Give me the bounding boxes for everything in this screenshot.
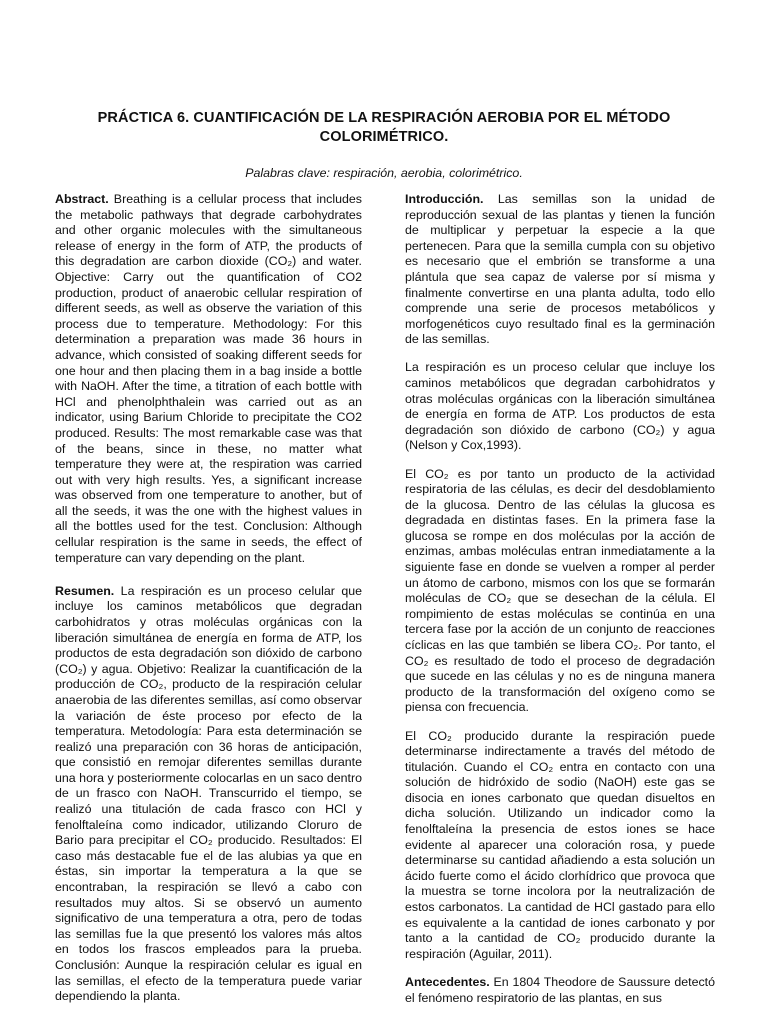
antecedentes-label: Antecedentes. — [405, 974, 490, 989]
resumen-text: La respiración es un proceso celular que incluye los caminos metabólicos que degradan carbohidratos y otras moléculas orgánicas con la liberación simultánea de energía en forma de ATP, los productos de esta degradación son dióxido de carbono (CO₂) y agua. Objetivo: Realizar la cuantificación de la producción de CO₂, producto de la respiración celular anaerobia de las diferentes semillas, así como observar la variación de éste proceso por efecto de la temperatura. Metodología: Para esta determinación se realizó una preparación con 36 horas de anticipación, que consistió en remojar diferentes semillas durante una hora y posteriormente colocarlas en un saco dentro de un frasco con NaOH. Transcurrido el tiempo, se realizó una titulación de cada frasco con HCl y fenolftaleína como indicador, utilizando Cloruro de Bario para precipitar el CO₂ producido. Resultados: El caso más destacable fue el de las alubias ya que en éstas, sin importar la temperatura a la que se encontraban, la respiración se llevó a cabo con resultados muy altos. Si se observó un aumento significativo de una temperatura a otra, pero de todas las semillas fue la que presentó los valores más altos en todos los frascos empleados para la prueba. Conclusión: Aunque la respiración celular es igual en las semillas, el efecto de la temperatura puede variar dependiendo la planta. — [55, 583, 362, 1004]
resumen-label: Resumen. — [55, 583, 115, 598]
respiracion-paragraph: La respiración es un proceso celular que incluye los caminos metabólicos que degradan carbohidratos y otras moléculas orgánicas con la liberación simultánea de energía en forma de ATP. Los productos de esta degradación son dióxido de carbono (CO₂) y agua (Nelson y Cox,1993). — [405, 360, 715, 453]
left-column — [55, 192, 362, 1017]
antecedentes-paragraph — [405, 975, 715, 1006]
introduccion-label: Introducción. — [405, 192, 484, 206]
titulacion-paragraph: El CO₂ producido durante la respiración puede determinarse indirectamente a través del método de titulación. Cuando el CO₂ entra en contacto con una solución de hidróxido de sodio (NaOH) este gas se disocia en iones carbonato que quedan disueltos en dicha solución. Utilizando un indicador como la fenolftaleína la presencia de estos iones se hace evidente al aparecer una coloración rosa, y puede determinarse su cantidad añadiendo a esta solución un ácido fuerte como el ácido clorhídrico que provoca que la muestra se torne incolora por la neutralización de estos carbonatos. La cantidad de HCl gastado para ello es equivalente a la cantidad de iones carbonato y por tanto a la cantidad de CO₂ producido durante la respiración (Aguilar, 2011). — [405, 728, 715, 961]
introduccion-text: Las semillas son la unidad de reproducción sexual de las plantas y tienen la función de multiplicar y perpetuar la especie a la que pertenecen. Para que la semilla cumpla con su objetivo es necesario que el embrión se transforme a una plántula que sea capaz de valerse por sí misma y finalmente convertirse en una planta adulta, todo ello comprende una serie de procesos metabólicos y morfogenéticos cuyo resultado final es la germinación de las semillas. — [405, 192, 715, 347]
right-column — [405, 192, 715, 1019]
introduccion-paragraph — [405, 192, 715, 348]
document-title: PRÁCTICA 6. CUANTIFICACIÓN DE LA RESPIRACIÓN AEROBIA POR EL MÉTODO COLORIMÉTRICO. — [97, 110, 671, 145]
abstract-text: Breathing is a cellular process that includes the metabolic pathways that degrade carbohydrates and other organic molecules with the simultaneous release of energy in the form of ATP, the products of this degradation are carbon dioxide (CO₂) and water. Objective: Carry out the quantification of CO2 production, product of anaerobic cellular respiration of different seeds, as well as observe the variation of this process due to temperature. Methodology: For this determination a preparation was made 36 hours in advance, which consisted of soaking different seeds for one hour and then placing them in a bag inside a bottle with NaOH. After the time, a titration of each bottle with HCl and phenolphthalein was carried out as an indicator, using Barium Chloride to precipitate the CO2 produced. Results: The most remarkable case was that of the beans, since in these, no matter what temperature they were at, the respiration was carried out with very high results. Yes, a significant increase was observed from one temperature to another, but of all the seeds, it was the one with the highest values in all the bottles used for the test. Conclusion: Although cellular respiration is the same in seeds, the effect of temperature can vary depending on the plant. — [55, 192, 362, 565]
abstract-paragraph — [55, 192, 362, 566]
co2-paragraph: El CO₂ es por tanto un producto de la actividad respiratoria de las células, es decir del desdoblamiento de la glucosa. Dentro de las células la glucosa es degradada en distintas fases. En la primera fase la glucosa se rompe en dos moléculas por la acción de enzimas, ambas moléculas entran inmediatamente a la siguiente fase en donde se vuelven a romper al perder un átomo de carbono, mismos con los que se formarán moléculas de CO₂ que se desechan de la célula. El rompimiento de estas moléculas se continúa en una tercera fase por la acción de un conjunto de reacciones cíclicas en las que también se libera CO₂. Por tanto, el CO₂ es resultado de todo el proceso de degradación que sucede en las células y no es de ninguna manera producto de la transformación del oxígeno como se piensa con frecuencia. — [405, 466, 715, 715]
resumen-paragraph — [55, 584, 362, 1005]
abstract-label: Abstract. — [55, 192, 109, 206]
keywords-line: Palabras clave: respiración, aerobia, colorimétrico. — [245, 166, 523, 180]
antecedentes-text: En 1804 Theodore de Saussure detectó el fenómeno respiratorio de las plantas, en sus — [405, 974, 715, 1005]
